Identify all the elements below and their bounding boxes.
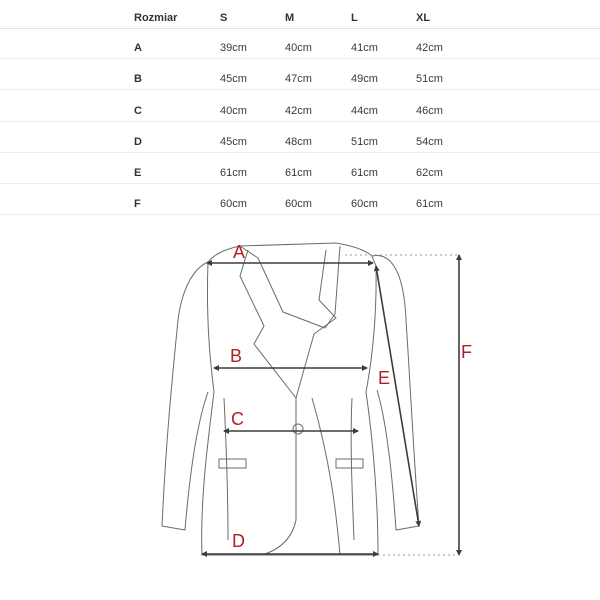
measurement-e-line	[376, 266, 419, 526]
label-e: E	[378, 368, 391, 388]
table-cell: 54cm	[416, 136, 443, 148]
header-size: Rozmiar	[134, 12, 178, 24]
table-cell: 46cm	[416, 105, 443, 117]
table-cell: 47cm	[285, 73, 312, 85]
left-sleeve-outline	[162, 262, 208, 530]
table-cell: 39cm	[220, 42, 247, 54]
table-row	[0, 69, 600, 90]
jacket-measurement-diagram	[0, 225, 600, 600]
left-lapel-outline	[240, 250, 296, 398]
table-header-row	[0, 8, 600, 29]
table-cell: 45cm	[220, 136, 247, 148]
label-b: B	[230, 346, 243, 366]
row-label: A	[134, 42, 142, 54]
row-label: D	[134, 136, 142, 148]
header-xl: XL	[416, 12, 431, 24]
table-row	[0, 194, 600, 215]
table-cell: 45cm	[220, 73, 247, 85]
table-cell: 60cm	[220, 198, 247, 210]
table-cell: 44cm	[351, 105, 378, 117]
right-sleeve-outline	[372, 255, 419, 530]
table-cell: 61cm	[285, 167, 312, 179]
button	[293, 424, 303, 434]
table-row	[0, 101, 600, 122]
label-a: A	[233, 242, 246, 262]
table-cell: 62cm	[416, 167, 443, 179]
table-cell: 61cm	[351, 167, 378, 179]
table-cell: 48cm	[285, 136, 312, 148]
front-opening-outline	[262, 398, 296, 555]
table-cell: 41cm	[351, 42, 378, 54]
table-row	[0, 38, 600, 59]
table-row	[0, 163, 600, 184]
header-l: L	[351, 12, 358, 24]
measurement-guides	[345, 255, 459, 555]
measurement-arrows	[202, 255, 459, 555]
table-cell: 49cm	[351, 73, 378, 85]
table-cell: 61cm	[220, 167, 247, 179]
table-row	[0, 132, 600, 153]
table-cell: 51cm	[351, 136, 378, 148]
left-seam	[224, 398, 228, 540]
header-s: S	[220, 12, 228, 24]
table-cell: 40cm	[220, 105, 247, 117]
header-m: M	[285, 12, 295, 24]
table-cell: 61cm	[416, 198, 443, 210]
right-seam	[351, 398, 354, 540]
right-front-edge-outline	[312, 398, 340, 555]
row-label: C	[134, 105, 142, 117]
table-cell: 42cm	[416, 42, 443, 54]
label-f: F	[461, 342, 472, 362]
table-cell: 40cm	[285, 42, 312, 54]
label-c: C	[231, 409, 244, 429]
table-cell: 42cm	[285, 105, 312, 117]
left-pocket-flap	[219, 459, 246, 468]
table-cell: 60cm	[351, 198, 378, 210]
table-cell: 51cm	[416, 73, 443, 85]
row-label: B	[134, 73, 142, 85]
label-d: D	[232, 531, 245, 551]
row-label: E	[134, 167, 142, 179]
table-cell: 60cm	[285, 198, 312, 210]
row-label: F	[134, 198, 141, 210]
right-pocket-flap	[336, 459, 363, 468]
right-lapel-outline	[296, 250, 336, 398]
measurement-labels	[230, 242, 472, 551]
